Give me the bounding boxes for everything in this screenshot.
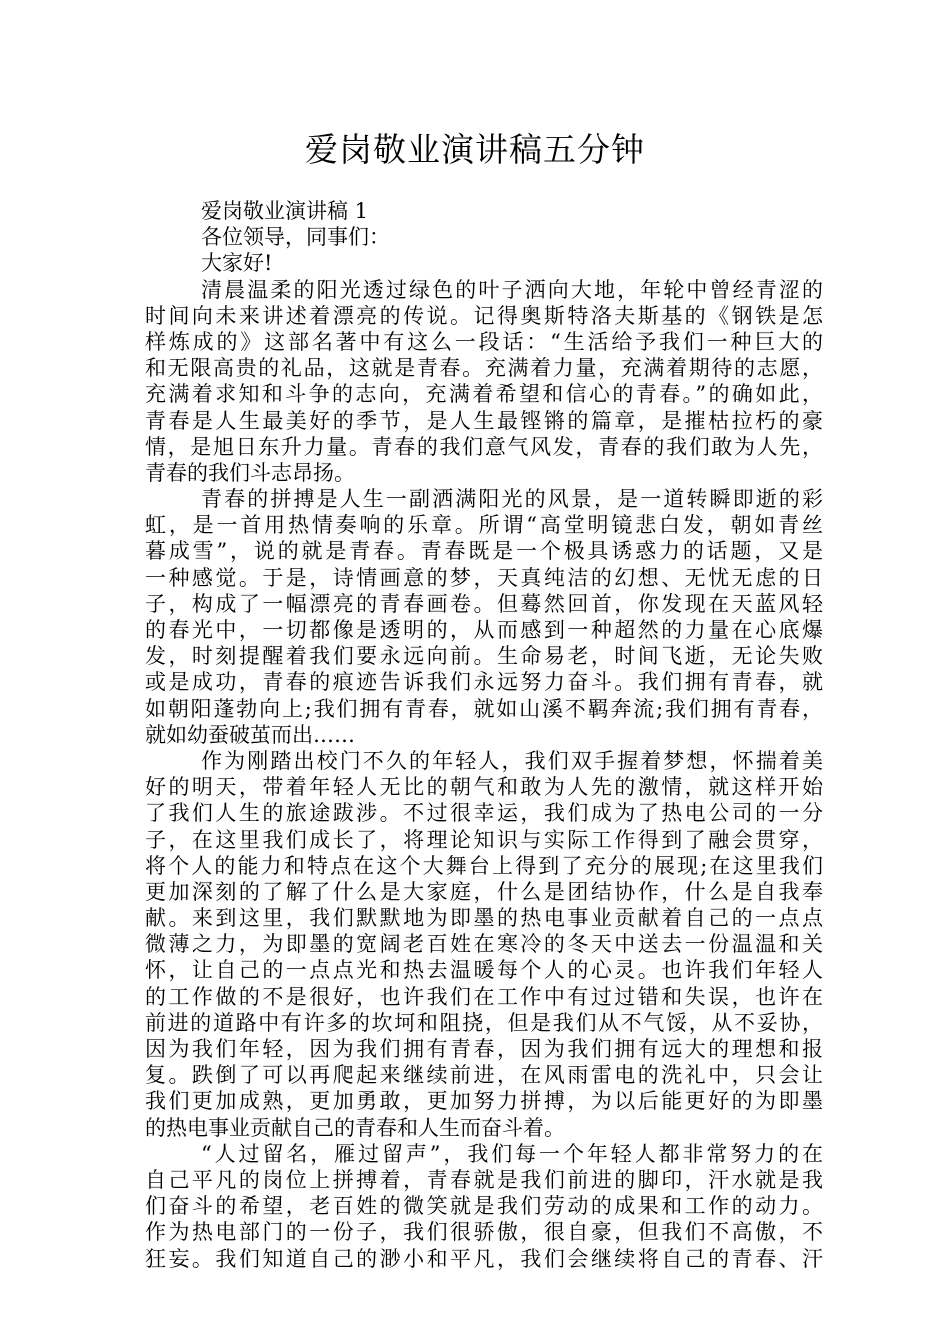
document-line: “人过留名，雁过留声”，我们每一个年轻人都非常努力的在: [201, 1141, 823, 1166]
document-line: 青春的拼搏是人生一副洒满阳光的风景，是一道转瞬即逝的彩: [201, 487, 823, 512]
document-line: 作为热电部门的一份子，我们很骄傲，很自豪，但我们不高傲，不: [145, 1220, 823, 1245]
document-line: 子，在这里我们成长了，将理论知识与实际工作得到了融会贯穿，: [145, 827, 823, 852]
document-line: 样炼成的》这部名著中有这么一段话：“生活给予我们一种巨大的: [145, 329, 823, 354]
document-line: 了我们人生的旅途跋涉。不过很幸运，我们成为了热电公司的一分: [145, 801, 823, 826]
document-line: 青春的我们斗志昂扬。: [145, 460, 355, 485]
document-line: 各位领导，同事们：: [201, 225, 390, 250]
document-line: 将个人的能力和特点在这个大舞台上得到了充分的展现;在这里我们: [145, 853, 823, 878]
document-line: 发，时刻提醒着我们要永远向前。生命易老，时间飞逝，无论失败: [145, 644, 823, 669]
document-line: 微薄之力，为即墨的宽阔老百姓在寒冷的冬天中送去一份温温和关: [145, 932, 823, 957]
document-line: 青春是人生最美好的季节，是人生最铿锵的篇章，是摧枯拉朽的豪: [145, 408, 823, 433]
document-line: 我们更加成熟，更加勇敢，更加努力拼搏，为以后能更好的为即墨: [145, 1089, 823, 1114]
document-line: 的工作做的不是很好，也许我们在工作中有过过错和失误，也许在: [145, 984, 823, 1009]
document-line: 清晨温柔的阳光透过绿色的叶子洒向大地，年轮中曾经青涩的: [201, 277, 823, 302]
document-line: 作为刚踏出校门不久的年轻人，我们双手握着梦想，怀揣着美: [201, 748, 823, 773]
document-line: 更加深刻的了解了什么是大家庭，什么是团结协作，什么是自我奉: [145, 879, 823, 904]
document-line: 复。跌倒了可以再爬起来继续前进，在风雨雷电的洗礼中，只会让: [145, 1063, 823, 1088]
document-line: 怀，让自己的一点点光和热去温暖每个人的心灵。也许我们年轻人: [145, 958, 823, 983]
document-body: [145, 198, 823, 1272]
document-line: 的春光中，一切都像是透明的，从而感到一种超然的力量在心底爆: [145, 618, 823, 642]
document-line: 爱岗敬业演讲稿 1: [201, 199, 369, 223]
document-line: 自己平凡的岗位上拼搏着，青春就是我们前进的脚印，汗水就是我: [145, 1167, 823, 1192]
document-line: 时间向未来讲述着漂亮的传说。记得奥斯特洛夫斯基的《钢铁是怎: [145, 303, 823, 328]
document-line: 的热电事业贡献自己的青春和人生而奋斗着。: [145, 1115, 565, 1140]
document-line: 好的明天，带着年轻人无比的朝气和敢为人先的激情，就这样开始: [145, 775, 823, 800]
document-line: 充满着求知和斗争的志向，充满着希望和信心的青春。”的确如此，: [145, 382, 823, 407]
document-line: 前进的道路中有许多的坎坷和阻挠，但是我们从不气馁，从不妥协，: [145, 1010, 823, 1035]
document-line: 或是成功，青春的痕迹告诉我们永远努力奋斗。我们拥有青春，就: [145, 670, 823, 695]
document-line: 情，是旭日东升力量。青春的我们意气风发，青春的我们敢为人先，: [145, 434, 823, 459]
document-line: 大家好!: [201, 251, 273, 276]
document-line: 就如幼蚕破茧而出……: [145, 722, 355, 747]
document-line: 和无限高贵的礼品，这就是青春。充满着力量，充满着期待的志愿，: [145, 356, 823, 381]
document-line: 一种感觉。于是，诗情画意的梦，天真纯洁的幻想、无忧无虑的日: [145, 565, 823, 590]
document-line: 献。来到这里，我们默默地为即墨的热电事业贡献着自己的一点点: [145, 906, 823, 931]
document-title: 爱岗敬业演讲稿五分钟: [305, 130, 645, 169]
document-line: 虹，是一首用热情奏响的乐章。所谓“高堂明镜悲白发，朝如青丝: [145, 513, 823, 538]
document-line: 子，构成了一幅漂亮的青春画卷。但蓦然回首，你发现在天蓝风轻: [145, 591, 823, 616]
document-line: 狂妄。我们知道自己的渺小和平凡，我们会继续将自己的青春、汗: [145, 1246, 823, 1271]
document-line: 们奋斗的希望，老百姓的微笑就是我们劳动的成果和工作的动力。: [145, 1194, 823, 1219]
document-line: 如朝阳蓬勃向上;我们拥有青春，就如山溪不羁奔流;我们拥有青春，: [145, 696, 823, 721]
document-line: 因为我们年轻，因为我们拥有青春，因为我们拥有远大的理想和报: [145, 1037, 823, 1061]
document-line: 暮成雪”，说的就是青春。青春既是一个极具诱惑力的话题，又是: [145, 539, 823, 564]
